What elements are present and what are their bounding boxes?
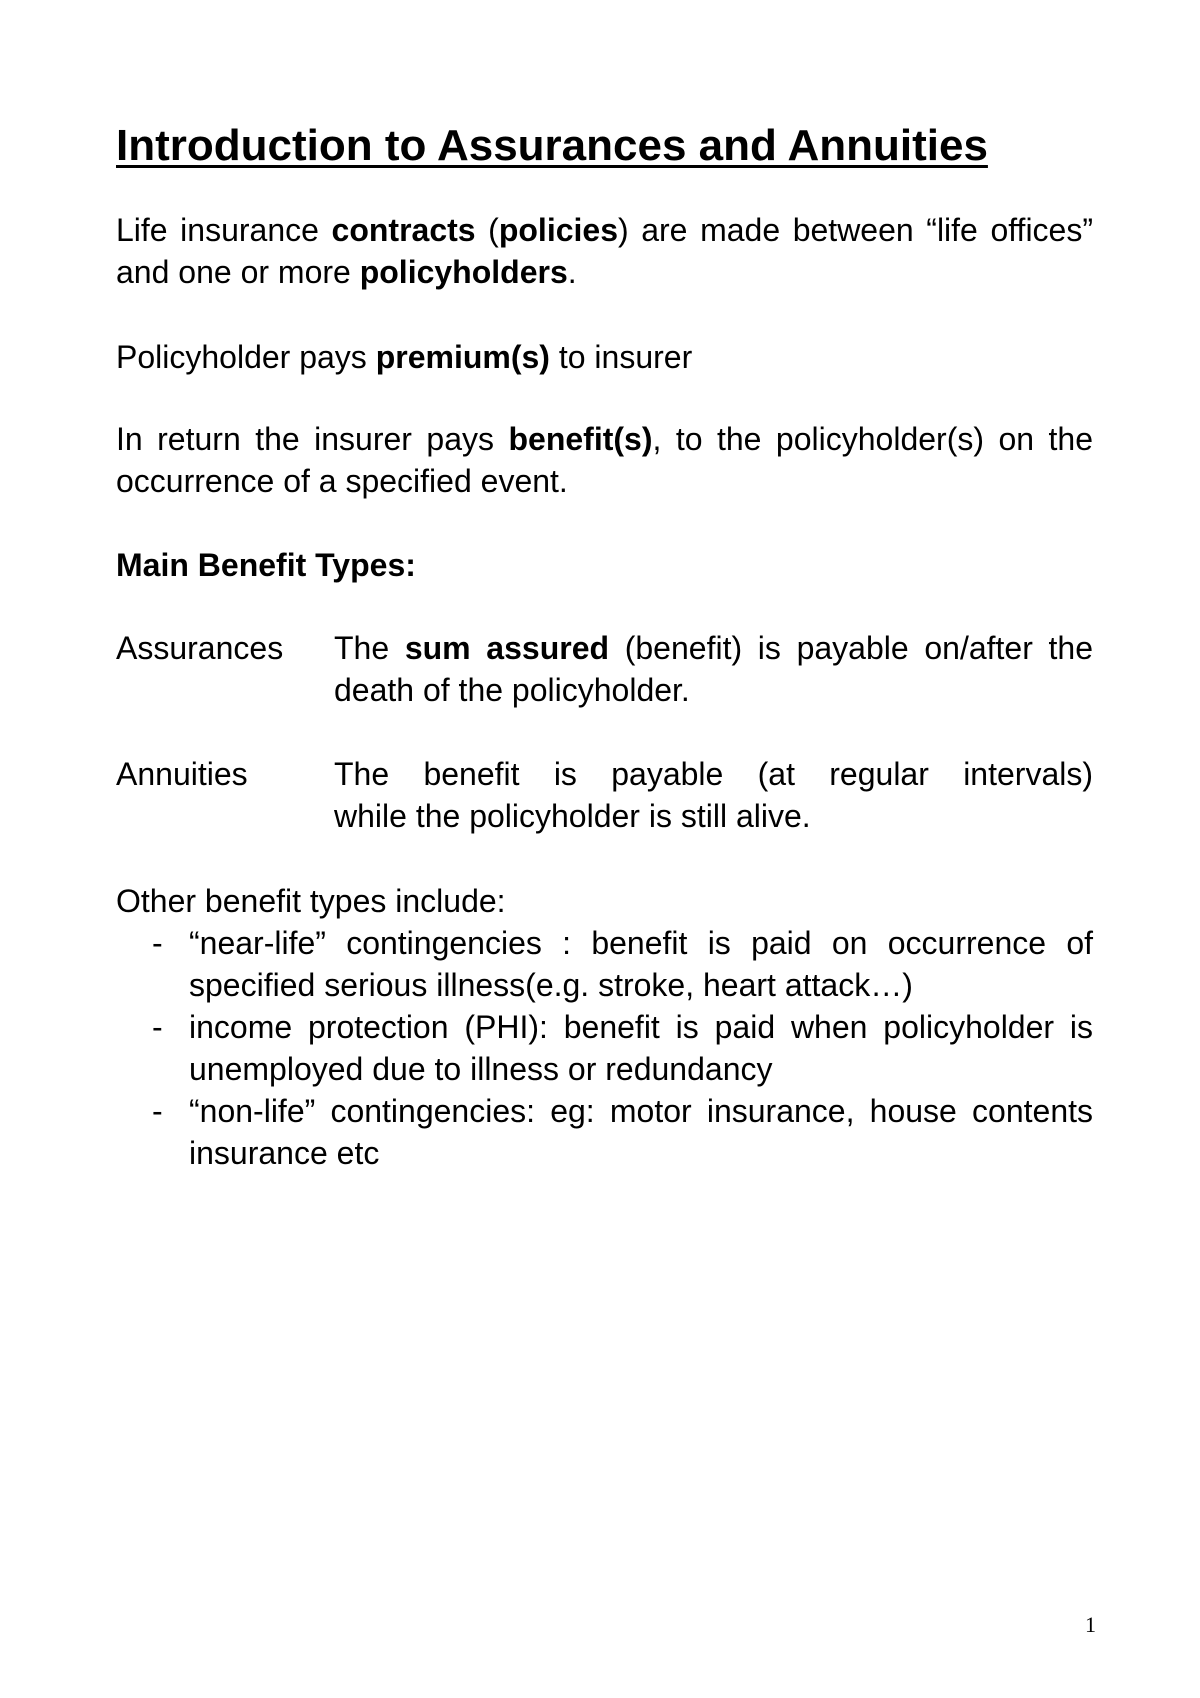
text-span: . <box>567 254 577 290</box>
other-benefit-types-heading: Other benefit types include: <box>116 883 506 919</box>
bold-term-policyholders: policyholders <box>359 254 568 290</box>
bold-term-premiums: premium(s) <box>375 339 550 375</box>
definition-description <box>334 627 1093 711</box>
text-span: The <box>334 630 405 666</box>
page-number: 1 <box>1085 1612 1096 1637</box>
dash-bullet: - <box>152 925 163 961</box>
text-span: , to the policyholder(s) on the occurrence of a specified event. <box>116 421 1094 499</box>
bold-term-benefits: benefit(s) <box>508 421 653 457</box>
bold-term-policies: policies <box>498 212 618 248</box>
list-item <box>116 1006 1093 1090</box>
text-span: Policyholder pays <box>116 339 376 375</box>
text-span: In return the insurer pays <box>116 421 509 457</box>
definition-term: Annuities <box>116 756 248 792</box>
text-line: The benefit is payable (at regular intervals) <box>334 756 1093 792</box>
paragraph-life-insurance <box>116 209 1093 293</box>
dash-bullet: - <box>152 1009 163 1045</box>
bold-term-contracts: contracts <box>331 212 476 248</box>
text-line: while the policyholder is still alive. <box>334 798 811 834</box>
main-benefit-types-heading: Main Benefit Types: <box>116 547 416 583</box>
list-item-text: “non-life” contingencies: eg: motor insurance, house contents insurance etc <box>189 1093 1093 1171</box>
definition-description <box>334 753 1093 837</box>
bold-term-sum-assured: sum assured <box>404 630 610 666</box>
paragraph-premiums <box>116 336 1093 378</box>
list-item-text: “near-life” contingencies : benefit is paid on occurrence of specified serious illness(e.g. stroke, heart attack…) <box>189 925 1093 1003</box>
page-title: Introduction to Assurances and Annuities <box>116 121 988 170</box>
list-item-text: income protection (PHI): benefit is paid when policyholder is unemployed due to illness or redundancy <box>189 1009 1093 1087</box>
list-item <box>116 1090 1093 1174</box>
paragraph-benefits <box>116 418 1093 502</box>
text-span: (benefit) is payable on/after the death of the policyholder. <box>334 630 1094 708</box>
text-span: to insurer <box>549 339 693 375</box>
definition-term: Assurances <box>116 630 284 666</box>
list-item <box>116 922 1093 1006</box>
other-benefits-list <box>116 922 1093 1174</box>
text-span: ) are made between “life offices” and one or more <box>116 212 1094 290</box>
text-span: Life insurance <box>116 212 332 248</box>
dash-bullet: - <box>152 1093 163 1129</box>
text-span: ( <box>475 212 499 248</box>
